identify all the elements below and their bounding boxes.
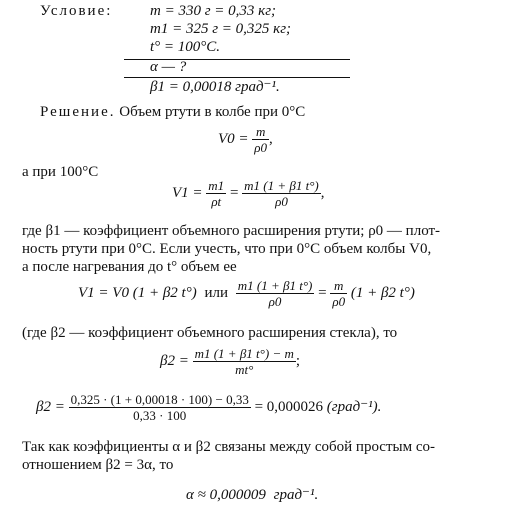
eq4-fraction [193,346,296,377]
eq3-tail: (1 + β2 t°) [350,284,415,301]
eq2-den1: ρt [206,193,226,209]
eq1-tail: , [269,130,273,147]
eq4-lhs: β2 = [160,352,189,369]
eq5-den: 0,33 · 100 [69,407,251,423]
equation-beta2-numeric [36,392,381,423]
solution-line-2: а при 100°С [22,164,99,180]
solution-text-1: Объем ртути в колбе при 0°С [119,104,306,120]
solution-line-8: отношением β2 = 3α, то [22,457,174,473]
eq1-lhs: V0 = [218,130,249,147]
solution-line-6: (где β2 — коэффициент объемного расширения стекла), то [22,325,398,341]
equation-v1 [172,178,325,209]
eq5-unit: (град⁻¹). [326,398,382,415]
eq3-fraction-2 [330,278,347,309]
eq5-fraction [69,392,251,423]
eq1-den: ρ0 [254,140,268,155]
solution-line-4: ность ртути при 0°С. Если учесть, что при 0°С объем колбы V0, [22,241,432,257]
equation-beta2 [160,346,300,377]
eq3-den2: ρ0 [332,294,346,309]
eq2-fraction-1 [206,178,226,209]
eq1-num: m [255,124,266,139]
eq5-result: = 0,000026 [254,398,324,415]
equation-v0 [218,124,273,155]
solution-line-7: Так как коэффициенты α и β2 связаны между собой простым со- [22,439,435,455]
eq4-den: mt° [193,361,296,377]
eq3-or: или [204,284,228,301]
eq3-num2: m [334,278,344,293]
eq2-num2: m1 (1 + β1 t°) [244,178,319,193]
given-beta1: β1 = 0,00018 град⁻¹. [150,79,280,95]
given-m: m = 330 г = 0,33 кг; [150,3,277,19]
answer-value: α ≈ 0,000009 [186,487,266,503]
eq3-den1: ρ0 [236,293,315,309]
eq4-tail: ; [295,352,301,369]
given-t: t° = 100°C. [150,39,221,55]
eq2-equals: = [229,184,239,201]
answer [186,485,318,504]
solution-line-3: где β1 — коэффициент объемного расширения ртути; ρ0 — плот- [22,223,441,239]
solution-line-5: а после нагревания до t° объем ее [22,259,237,275]
eq2-lhs: V1 = [172,184,203,201]
eq1-fraction [252,124,269,155]
eq2-den2: ρ0 [242,193,321,209]
eq2-num1: m1 [208,178,225,193]
equation-v1-expanded [78,278,415,309]
eq3-lhs: V1 = V0 (1 + β2 t°) [78,284,197,301]
answer-unit: град⁻¹. [273,487,319,503]
eq2-tail: , [320,184,325,201]
eq5-lhs: β2 = [36,398,65,415]
eq3-fraction-1 [236,278,315,309]
eq3-equals: = [318,284,327,301]
eq3-num1: m1 (1 + β1 t°) [237,278,313,293]
solution-line-1 [40,104,305,121]
eq4-num: m1 (1 + β1 t°) − m [194,346,294,361]
eq2-fraction-2 [242,178,321,209]
given-label: Условие: [40,3,113,19]
solution-label: Решение. [40,104,116,120]
given-alpha: α — ? [150,59,187,75]
eq5-num: 0,325 · (1 + 0,00018 · 100) − 0,33 [70,392,249,407]
given-m1: m1 = 325 г = 0,325 кг; [150,21,292,37]
